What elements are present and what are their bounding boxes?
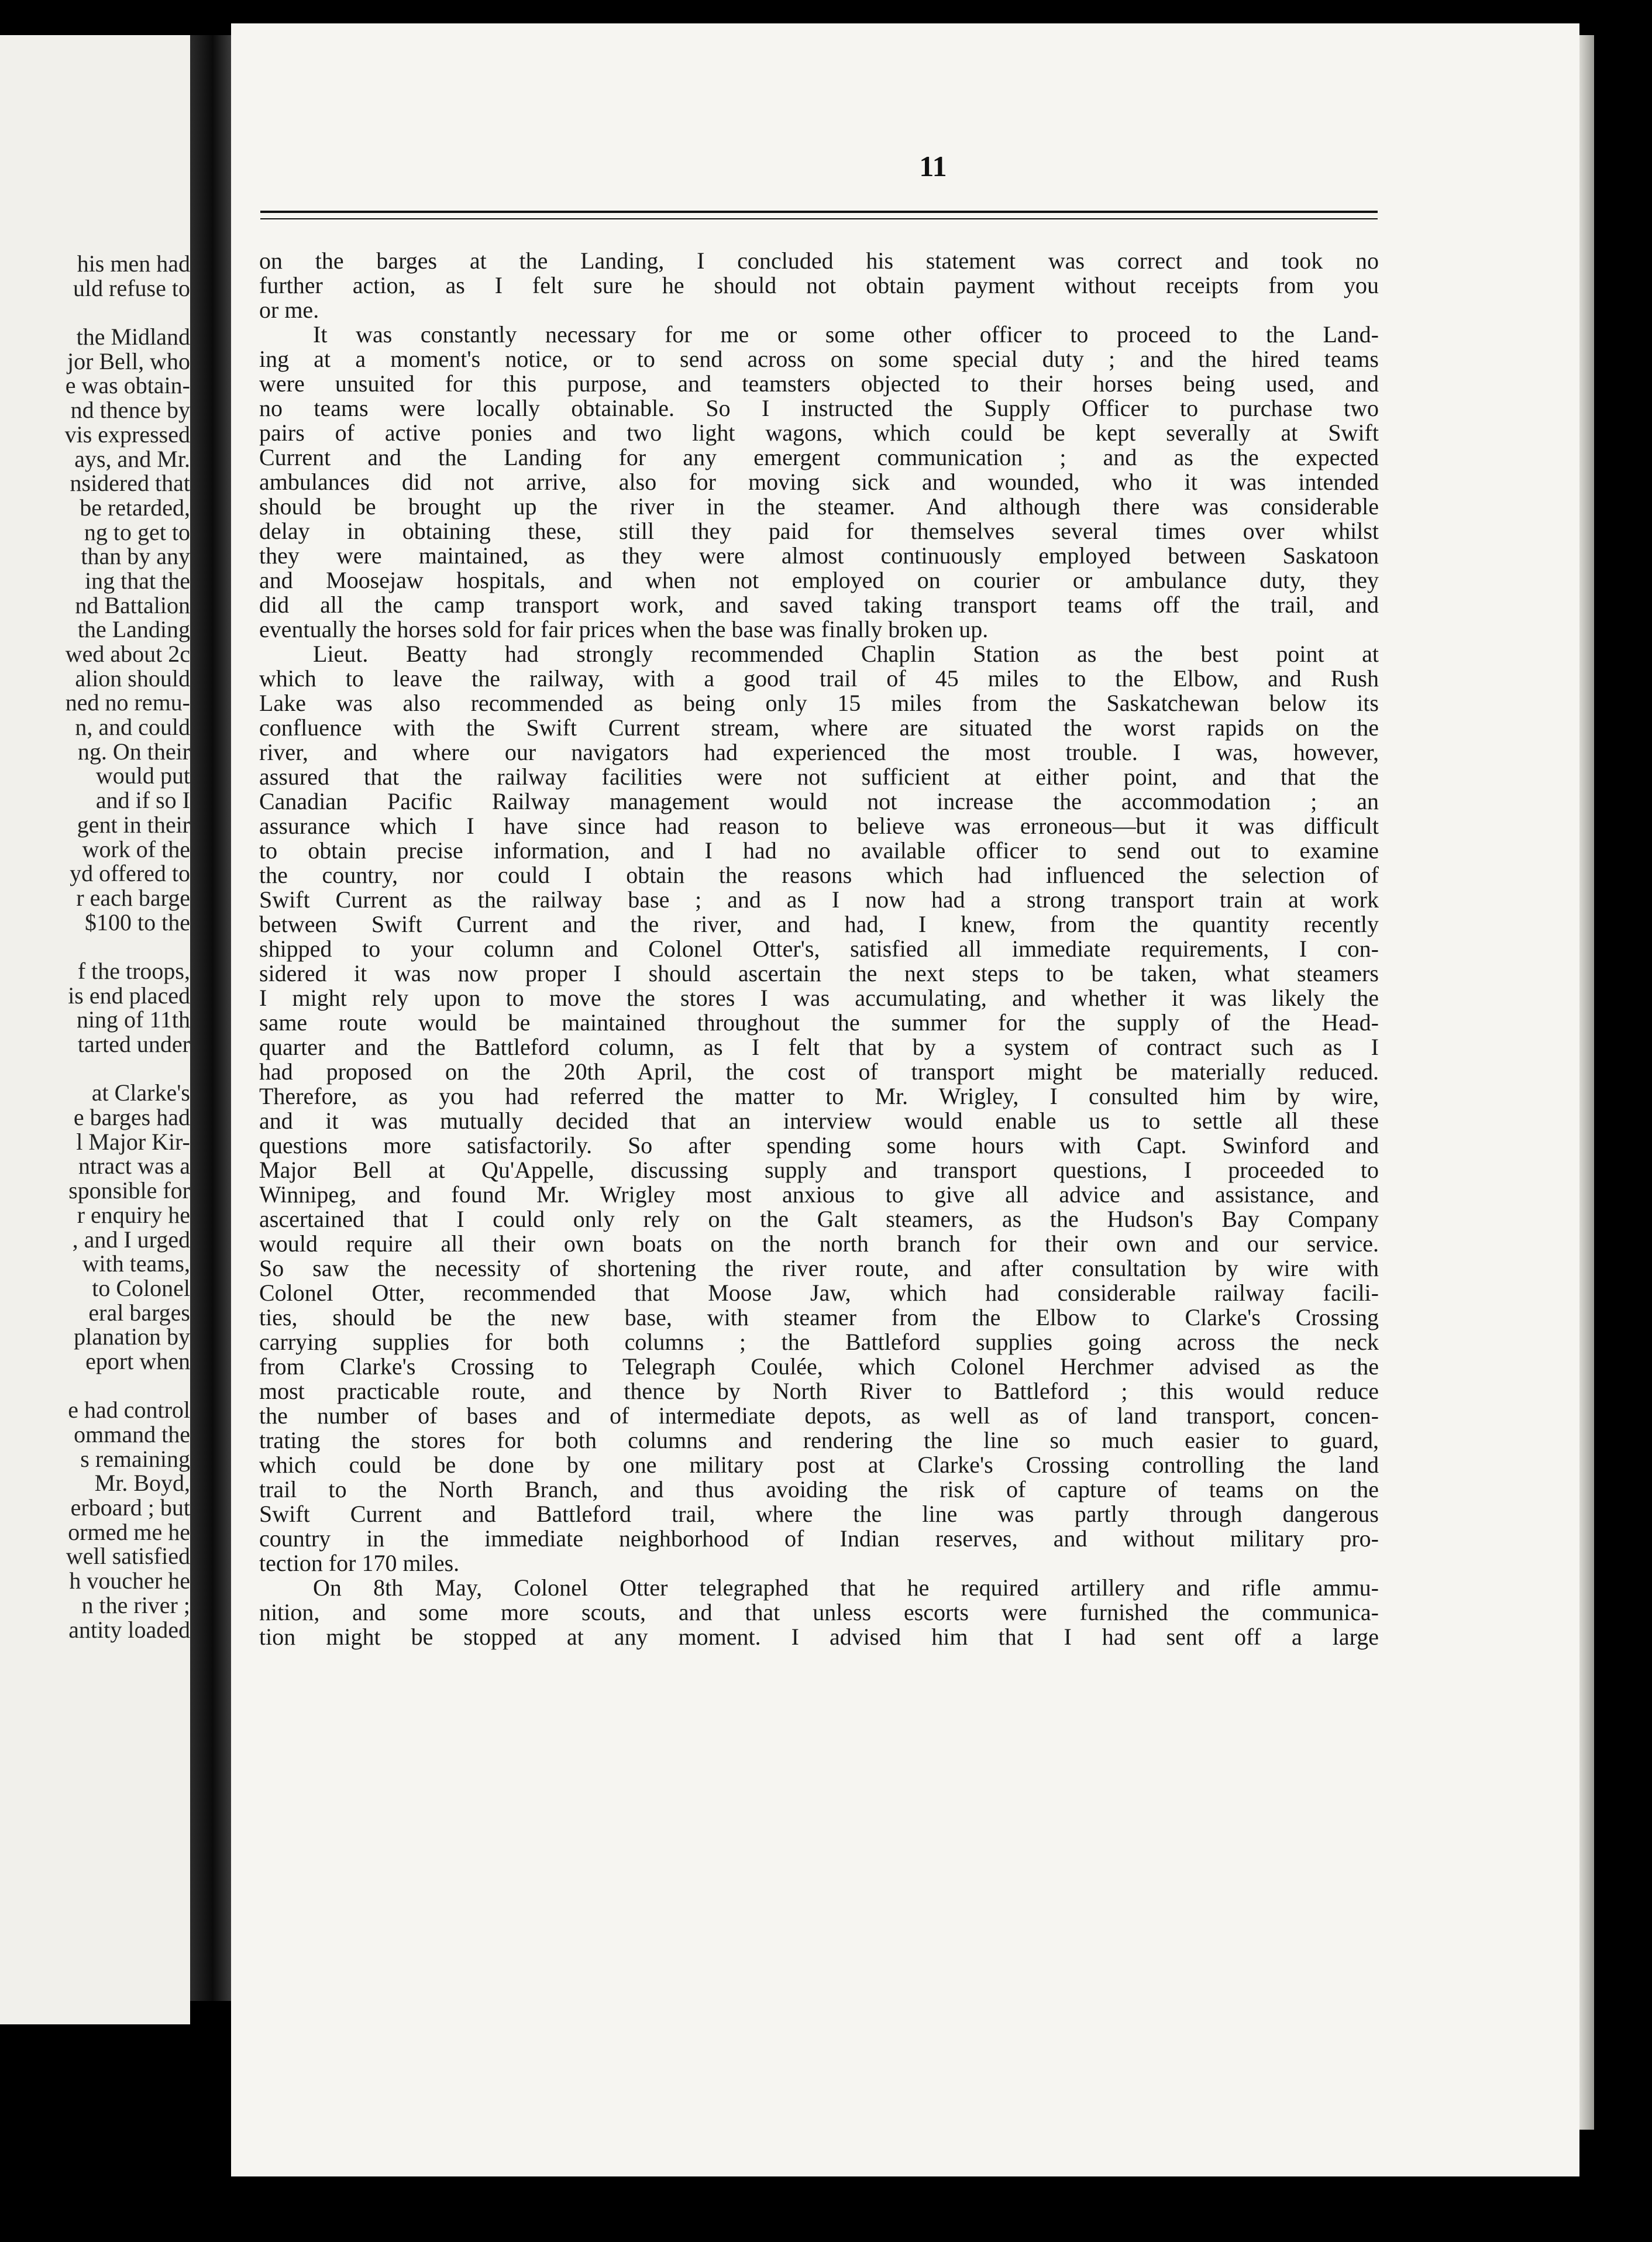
page-edge (1579, 35, 1594, 2130)
left-line: ommand the (74, 1421, 190, 1447)
left-line: n, and could (75, 714, 190, 741)
text-line: shipped to your column and Colonel Otter's, satisfied all immediate requirements, I con- (259, 936, 1379, 962)
text-line: country in the immediate neighborhood of Indian reserves, and without military pro- (259, 1525, 1379, 1552)
book-page (231, 23, 1579, 2176)
left-line: h voucher he (69, 1567, 190, 1594)
text-line: on the barges at the Landing, I concluded his statement was correct and took no (259, 247, 1379, 274)
left-line: r enquiry he (77, 1201, 190, 1228)
text-line: ascertained that I could only rely on the Galt steamers, as the Hudson's Bay Company (259, 1206, 1379, 1232)
left-line: uld refuse to (73, 274, 190, 301)
text-line: and Moosejaw hospitals, and when not employed on courier or ambulance duty, they (259, 567, 1379, 593)
text-line: Swift Current as the railway base ; and as I now had a strong transport train at work (259, 886, 1379, 913)
left-line: the Landing (77, 616, 190, 643)
left-line: and if so I (95, 787, 190, 814)
text-line: river, and where our navigators had experienced the most trouble. I was, however, (259, 739, 1379, 765)
text-line: eventually the horses sold for fair prices when the base was finally broken up. (259, 616, 989, 642)
page-number: 11 (919, 150, 947, 183)
text-line: from Clarke's Crossing to Telegraph Coulée, which Colonel Herchmer advised as the (259, 1353, 1379, 1380)
left-gap (15, 300, 190, 325)
text-line: questions more satisfactorily. So after spending some hours with Capt. Swinford and (259, 1132, 1379, 1158)
text-line: most practicable route, and thence by North River to Battleford ; this would reduce (259, 1378, 1379, 1404)
text-line: nition, and some more scouts, and that unless escorts were furnished the communica- (259, 1599, 1379, 1625)
text-line: delay in obtaining these, still they paid for themselves several times over whilst (259, 518, 1379, 544)
left-line: $100 to the (85, 909, 190, 936)
text-line: and it was mutually decided that an interview would enable us to settle all these (259, 1108, 1379, 1134)
left-line: planation by (74, 1323, 190, 1350)
left-line: e had control (68, 1397, 190, 1423)
left-line: n the river ; (81, 1591, 190, 1618)
left-line: yd offered to (70, 860, 190, 887)
left-line: e barges had (73, 1104, 190, 1131)
left-line: e was obtain- (65, 372, 190, 399)
left-line: eral barges (88, 1299, 190, 1326)
text-line: should be brought up the river in the steamer. And although there was considerable (259, 493, 1379, 520)
text-line: between Swift Current and the river, and had, I knew, from the quantity recently (259, 911, 1379, 937)
text-line: quarter and the Battleford column, as I felt that by a system of contract such as I (259, 1034, 1379, 1060)
text-line: ambulances did not arrive, also for moving sick and wounded, who it was intended (259, 469, 1379, 495)
text-line: ties, should be the new base, with steamer from the Elbow to Clarke's Crossing (259, 1304, 1379, 1330)
left-gap (15, 934, 190, 959)
left-line: ntract was a (78, 1153, 190, 1180)
text-line: Swift Current and Battleford trail, where the line was partly through dangerous (259, 1501, 1379, 1527)
left-line: work of the (82, 835, 190, 862)
text-line: same route would be maintained throughout the summer for the supply of the Head- (259, 1009, 1379, 1036)
header-rule (260, 211, 1378, 213)
text-line: It was constantly necessary for me or some other officer to proceed to the Land- (313, 321, 1379, 348)
text-line: were unsuited for this purpose, and teamsters objected to their horses being used, and (259, 370, 1379, 397)
left-line: erboard ; but (70, 1494, 190, 1521)
left-line: his men had (77, 250, 190, 277)
previous-page-text (15, 252, 190, 1642)
left-line: to Colonel (92, 1274, 190, 1301)
left-line: antity loaded (68, 1616, 190, 1643)
text-line: Therefore, as you had referred the matter to Mr. Wrigley, I consulted him by wire, (259, 1083, 1379, 1109)
left-line: l Major Kir- (76, 1128, 190, 1155)
text-line: Major Bell at Qu'Appelle, discussing supply and transport questions, I proceeded to (259, 1157, 1379, 1183)
left-line: Mr. Boyd, (94, 1470, 190, 1497)
header-rule-thin (260, 218, 1378, 219)
left-line: be retarded, (80, 494, 190, 521)
left-line: the Midland (76, 324, 190, 350)
left-line: well satisfied (66, 1543, 190, 1570)
left-line: r each barge (76, 884, 190, 911)
text-line: assured that the railway facilities were not sufficient at either point, and that the (259, 764, 1379, 790)
left-line: at Clarke's (91, 1079, 190, 1106)
text-line: Lake was also recommended as being only 15 miles from the Saskatchewan below its (259, 690, 1379, 716)
text-line: I might rely upon to move the stores I was accumulating, and whether it was likely the (259, 985, 1379, 1011)
left-line: sponsible for (68, 1177, 190, 1204)
left-line: ormed me he (68, 1518, 190, 1545)
text-line: no teams were locally obtainable. So I instructed the Supply Officer to purchase two (259, 395, 1379, 421)
text-line: would require all their own boats on the north branch for their own and our service. (259, 1230, 1379, 1257)
left-line: , and I urged (72, 1226, 190, 1253)
text-line: trail to the North Branch, and thus avoiding the risk of capture of teams on the (259, 1476, 1379, 1502)
left-line: with teams, (82, 1250, 190, 1277)
text-line: did all the camp transport work, and saved taking transport teams off the trail, and (259, 592, 1379, 618)
left-line: nsidered that (70, 470, 190, 497)
left-line: f the troops, (77, 957, 190, 984)
left-line: ng to get to (84, 518, 190, 545)
previous-page-fragment (0, 35, 190, 2024)
text-line: Current and the Landing for any emergent communication ; and as the expected (259, 444, 1379, 470)
left-line: ng. On their (77, 738, 190, 765)
text-line: tion might be stopped at any moment. I advised him that I had sent off a large (259, 1624, 1379, 1650)
left-gap (15, 1057, 190, 1081)
text-line: carrying supplies for both columns ; the Battleford supplies going across the neck (259, 1329, 1379, 1355)
text-line: Lieut. Beatty had strongly recommended Chaplin Station as the best point at (313, 641, 1379, 667)
left-line: wed about 2c (65, 641, 190, 667)
left-line: ned no remu- (65, 689, 190, 716)
body-text (259, 249, 1379, 1649)
text-line: the number of bases and of intermediate depots, as well as of land transport, concen- (259, 1402, 1379, 1429)
text-line: Canadian Pacific Railway management would not increase the accommodation ; an (259, 788, 1379, 814)
left-line: would put (95, 762, 190, 789)
text-line: they were maintained, as they were almost continuously employed between Saskatoon (259, 542, 1379, 569)
text-line: the country, nor could I obtain the reasons which had influenced the selection of (259, 862, 1379, 888)
left-line: ing that the (85, 567, 190, 594)
text-line: pairs of active ponies and two light wagons, which could be kept severally at Swift (259, 419, 1379, 446)
text-line: sidered it was now proper I should ascertain the next steps to be taken, what steamers (259, 960, 1379, 986)
left-line: vis expressed (64, 421, 190, 448)
left-line: nd thence by (70, 397, 190, 424)
left-line: eport when (85, 1347, 190, 1374)
text-line: further action, as I felt sure he should not obtain payment without receipts from you (259, 272, 1379, 298)
text-line: or me. (259, 297, 319, 323)
left-line: ning of 11th (76, 1006, 190, 1033)
text-line: confluence with the Swift Current stream, where are situated the worst rapids on the (259, 714, 1379, 741)
left-line: jor Bell, who (67, 348, 190, 374)
text-line: tection for 170 miles. (259, 1550, 460, 1576)
left-line: is end placed (68, 982, 190, 1009)
text-line: On 8th May, Colonel Otter telegraphed that he required artillery and rifle ammu- (313, 1574, 1379, 1601)
text-line: So saw the necessity of shortening the river route, and after consultation by wire with (259, 1255, 1379, 1281)
left-line: ays, and Mr. (74, 445, 190, 472)
left-line: gent in their (77, 811, 190, 838)
text-line: assurance which I have since had reason to believe was erroneous—but it was difficult (259, 813, 1379, 839)
text-line: Winnipeg, and found Mr. Wrigley most anxious to give all advice and assistance, and (259, 1181, 1379, 1208)
text-line: Colonel Otter, recommended that Moose Jaw, which had considerable railway facili- (259, 1280, 1379, 1306)
left-line: s remaining (80, 1445, 190, 1472)
text-line: which to leave the railway, with a good trail of 45 miles to the Elbow, and Rush (259, 665, 1379, 692)
text-line: trating the stores for both columns and rendering the line so much easier to guard, (259, 1427, 1379, 1453)
book-gutter (190, 35, 231, 2001)
left-line: alion should (75, 665, 190, 692)
left-line: than by any (81, 543, 190, 570)
left-line: tarted under (77, 1031, 190, 1057)
text-line: had proposed on the 20th April, the cost of transport might be materially reduced. (259, 1058, 1379, 1085)
left-line: nd Battalion (75, 592, 190, 618)
text-line: ing at a moment's notice, or to send across on some special duty ; and the hired teams (259, 346, 1379, 372)
text-line: which could be done by one military post at Clarke's Crossing controlling the land (259, 1452, 1379, 1478)
left-gap (15, 1374, 190, 1398)
text-line: to obtain precise information, and I had no available officer to send out to examine (259, 837, 1379, 864)
